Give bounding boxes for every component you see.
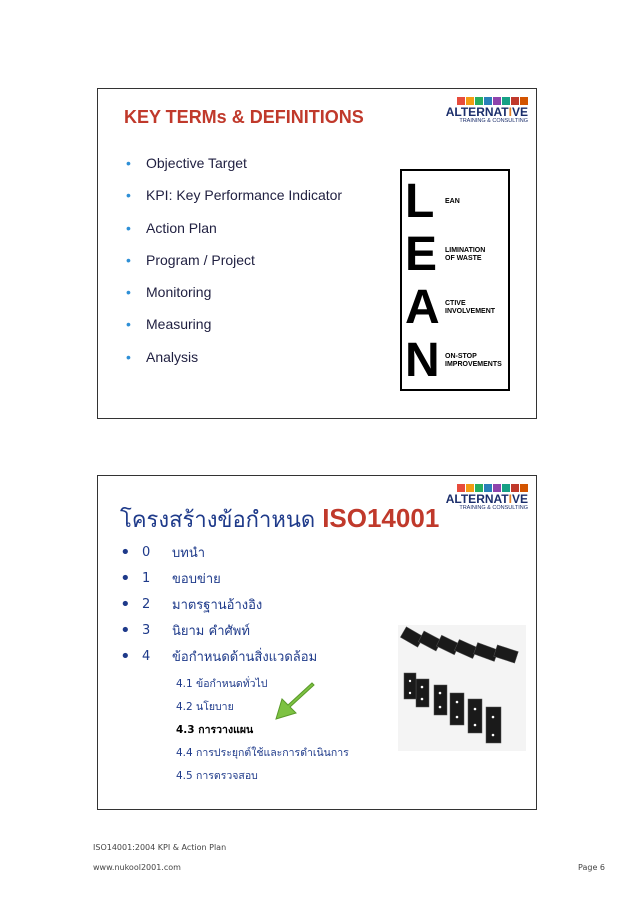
subclause-item: 4.2 นโยบาย bbox=[176, 701, 234, 713]
logo-square bbox=[502, 484, 510, 492]
slide-iso-structure bbox=[97, 475, 537, 810]
bullet-icon: • bbox=[120, 645, 131, 667]
list-item: • Analysis bbox=[116, 341, 342, 373]
logo-square bbox=[457, 97, 465, 105]
slide-title: โครงสร้างข้อกำหนด ISO14001 bbox=[120, 503, 440, 533]
list-item: • Monitoring bbox=[116, 276, 342, 308]
footer-document-title: ISO14001:2004 KPI & Action Plan bbox=[93, 843, 227, 852]
logo-square bbox=[511, 97, 519, 105]
logo-tagline: TRAINING & CONSULTING bbox=[459, 118, 528, 124]
logo-square bbox=[466, 484, 474, 492]
clause-list bbox=[120, 539, 317, 669]
definition-list bbox=[116, 147, 342, 373]
slide-title: KEY TERMs & DEFINITIONS bbox=[124, 107, 364, 127]
logo-square bbox=[475, 484, 483, 492]
alternative-logo bbox=[434, 484, 528, 512]
bullet-icon: • bbox=[126, 348, 131, 365]
list-item: • 4 ข้อกำหนดด้านสิ่งแวดล้อม bbox=[120, 645, 318, 667]
bullet-icon: • bbox=[126, 284, 131, 301]
dominoes-image bbox=[398, 625, 526, 751]
lean-letter: E bbox=[405, 227, 438, 281]
lean-row-a bbox=[405, 281, 505, 334]
lean-row-n bbox=[405, 334, 505, 387]
lean-row-e bbox=[405, 228, 505, 281]
logo-square bbox=[484, 97, 492, 105]
logo-squares bbox=[434, 484, 528, 492]
logo-square bbox=[484, 484, 492, 492]
subclause-list bbox=[176, 673, 349, 788]
logo-squares bbox=[434, 97, 528, 105]
list-item: • 1 ขอบข่าย bbox=[120, 567, 221, 589]
footer-page-number: Page 6 bbox=[578, 863, 605, 872]
lean-word: CTIVE INVOLVEMENT bbox=[445, 299, 496, 315]
bullet-icon: • bbox=[126, 155, 131, 171]
bullet-icon: • bbox=[120, 567, 131, 589]
list-item: • Measuring bbox=[116, 308, 342, 340]
subclause-item: 4.5 การตรวจสอบ bbox=[176, 770, 258, 782]
footer-website: www.nukool2001.com bbox=[93, 863, 181, 872]
lean-letter: L bbox=[405, 174, 435, 228]
list-item: • KPI: Key Performance Indicator bbox=[116, 179, 342, 211]
alternative-logo bbox=[434, 97, 528, 125]
list-item: • 2 มาตรฐานอ้างอิง bbox=[120, 593, 263, 615]
bullet-icon: • bbox=[120, 541, 131, 563]
lean-letter: A bbox=[405, 280, 440, 334]
list-item: • 0 บทนำ bbox=[120, 541, 206, 563]
lean-graphic bbox=[400, 169, 510, 391]
logo-square bbox=[520, 484, 528, 492]
bullet-icon: • bbox=[126, 316, 131, 333]
logo-brand: ALTERNATIVE bbox=[445, 105, 528, 119]
logo-square bbox=[520, 97, 528, 105]
lean-word: LIMINATION OF WASTE bbox=[445, 246, 486, 262]
bullet-icon: • bbox=[126, 187, 131, 204]
list-item: • Program / Project bbox=[116, 244, 342, 276]
logo-square bbox=[466, 97, 474, 105]
logo-tagline: TRAINING & CONSULTING bbox=[459, 505, 528, 511]
subclause-item: 4.4 การประยุกต์ใช้และการดำเนินการ bbox=[176, 747, 349, 759]
subclause-item: 4.1 ข้อกำหนดทั่วไป bbox=[176, 678, 268, 690]
list-item: • Action Plan bbox=[116, 212, 342, 244]
logo-square bbox=[502, 97, 510, 105]
slide-key-terms bbox=[97, 88, 537, 419]
lean-word: EAN bbox=[445, 197, 460, 205]
logo-square bbox=[475, 97, 483, 105]
logo-square bbox=[493, 97, 501, 105]
subclause-item-highlighted: 4.3 การวางแผน bbox=[176, 724, 254, 736]
bullet-icon: • bbox=[120, 619, 131, 641]
list-item: • 3 นิยาม คำศัพท์ bbox=[120, 619, 250, 641]
logo-square bbox=[493, 484, 501, 492]
logo-square bbox=[511, 484, 519, 492]
pointer-arrow-icon bbox=[268, 681, 318, 723]
list-item: • Objective Target bbox=[116, 147, 342, 179]
logo-square bbox=[457, 484, 465, 492]
logo-brand: ALTERNATIVE bbox=[445, 492, 528, 506]
lean-letter: N bbox=[405, 333, 440, 387]
lean-word: ON-STOP IMPROVEMENTS bbox=[445, 352, 502, 368]
bullet-icon: • bbox=[126, 219, 131, 236]
bullet-icon: • bbox=[120, 593, 131, 615]
lean-row-l bbox=[405, 175, 505, 228]
bullet-icon: • bbox=[126, 251, 131, 268]
